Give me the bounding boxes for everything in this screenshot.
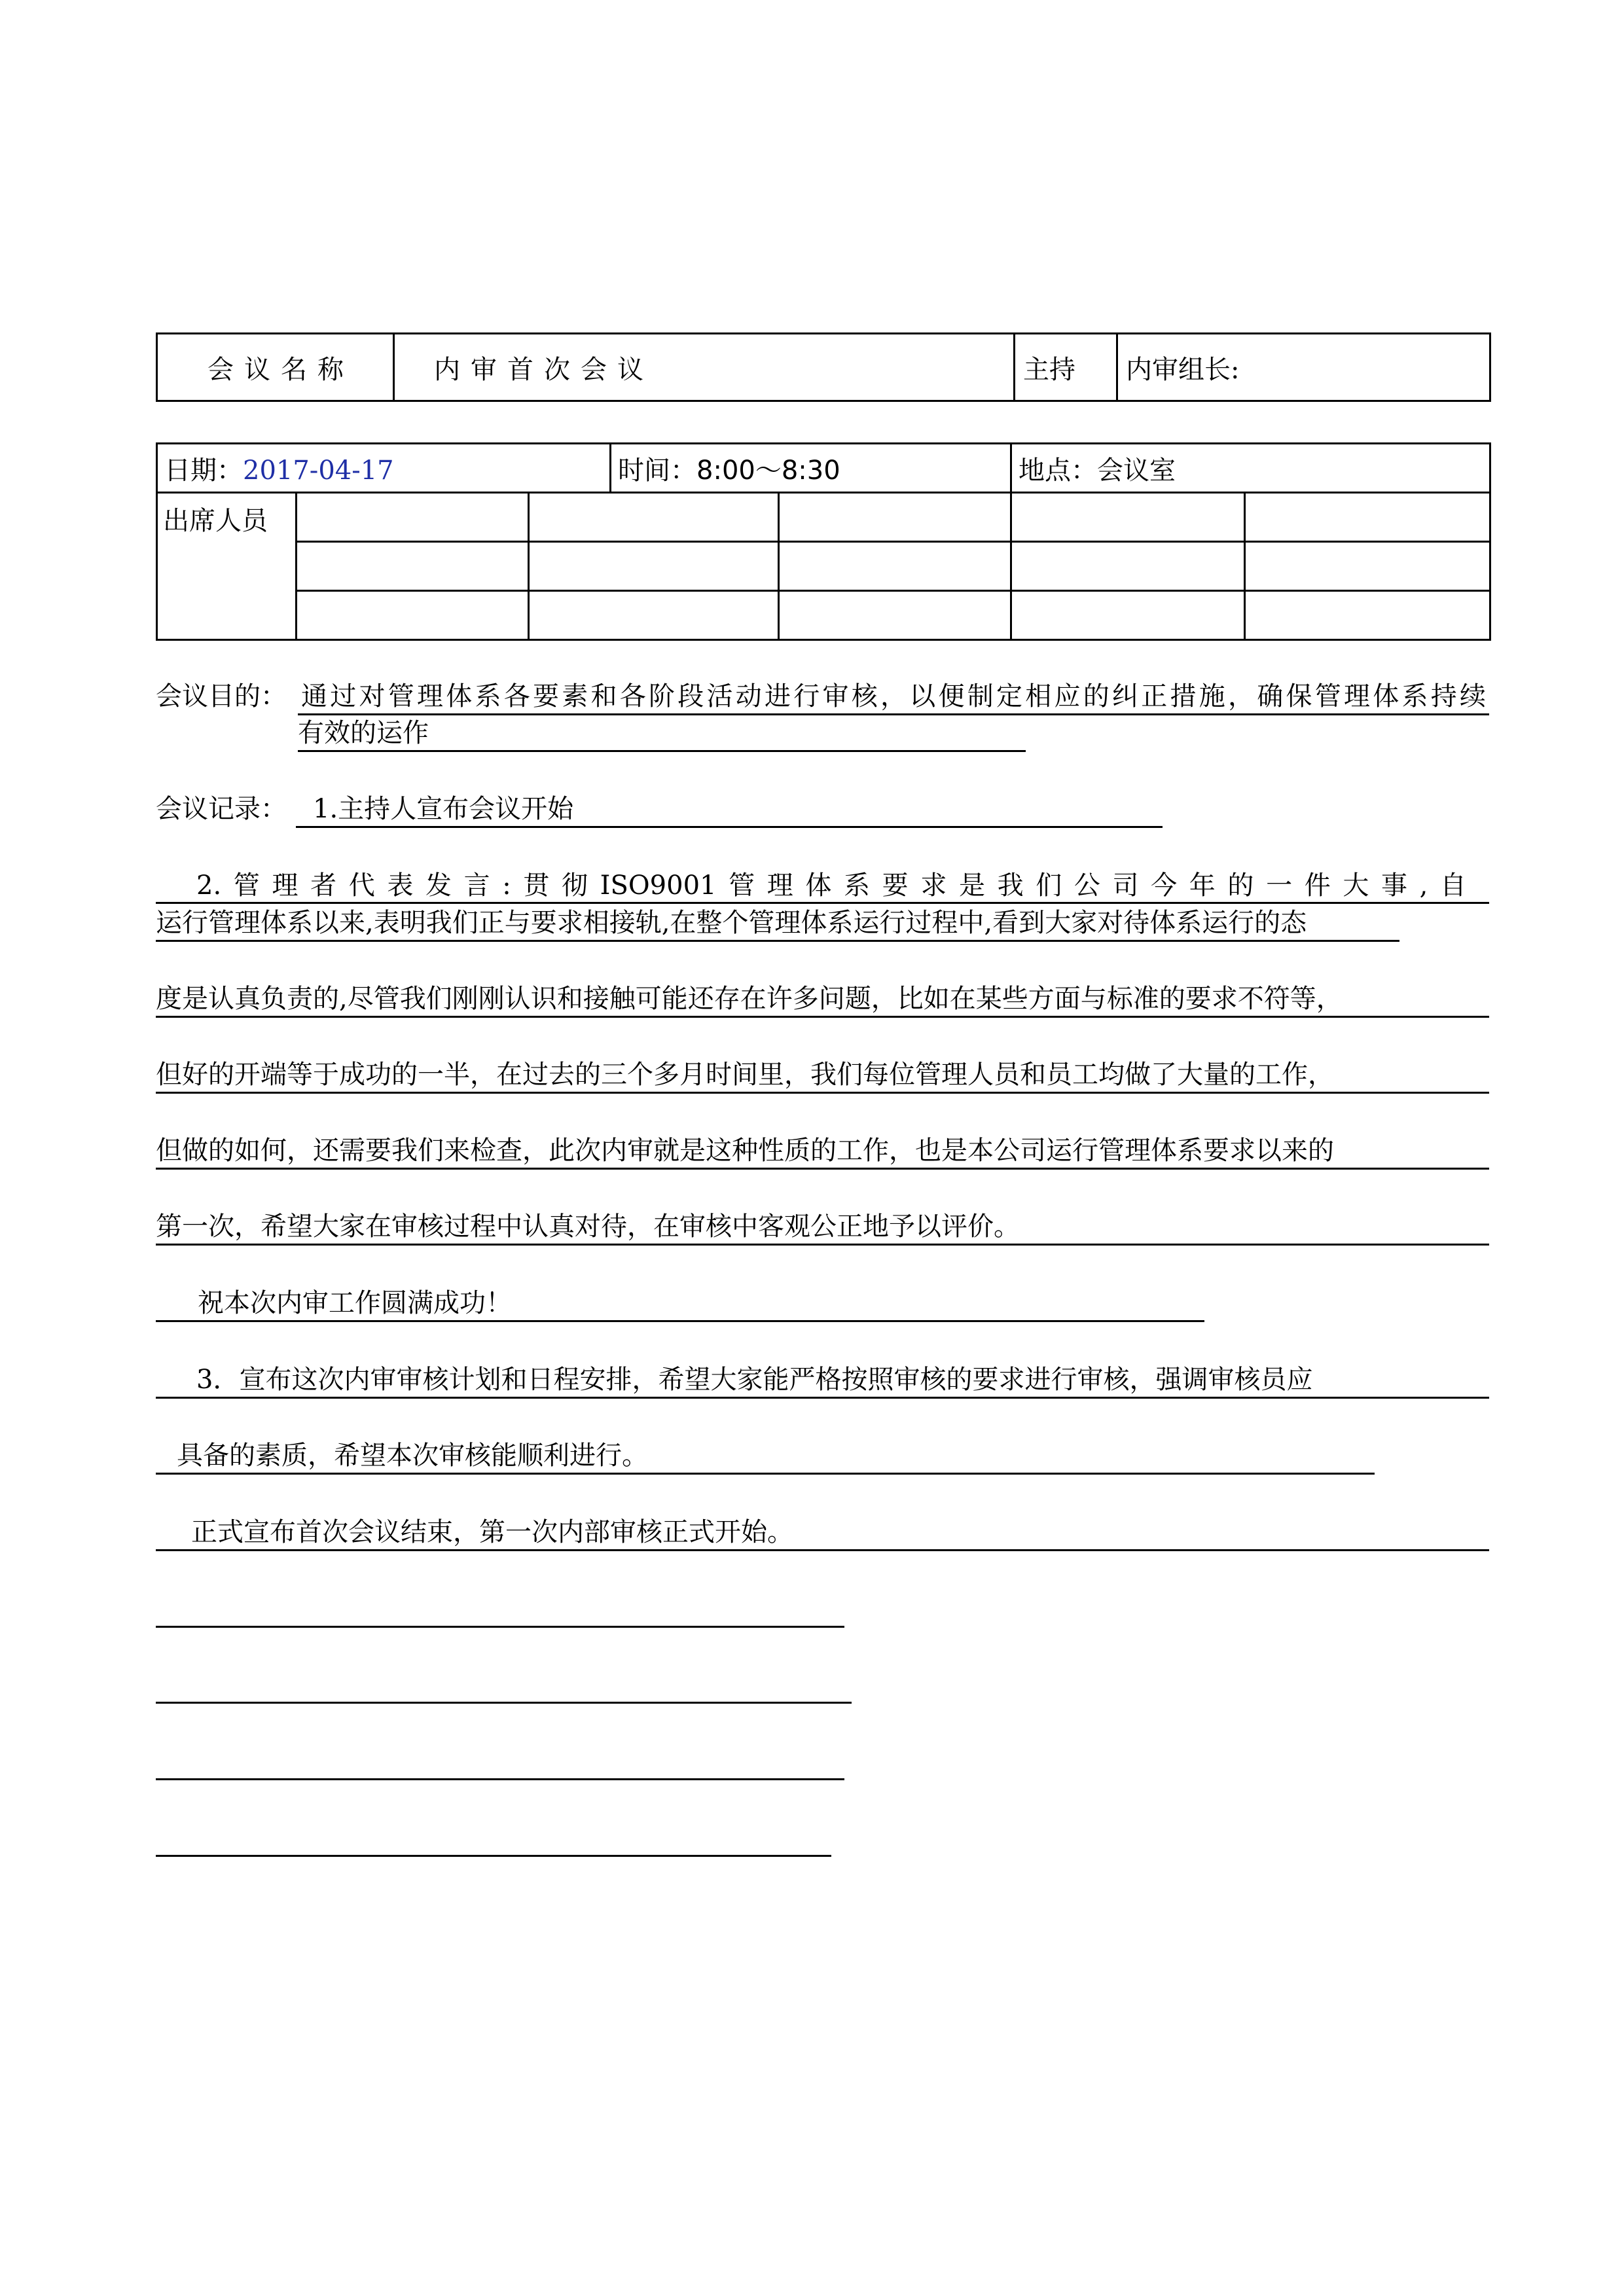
record-label: 会议记录：	[156, 794, 287, 824]
record-underline-1	[296, 826, 1163, 828]
attendee-cell[interactable]	[779, 591, 1011, 640]
purpose-line-1: 通过对管理体系各要素和各阶段活动进行审核，以便制定相应的纠正措施，确保管理体系持续	[301, 681, 1486, 711]
meeting-header-table	[156, 332, 1491, 402]
blank-line[interactable]	[156, 1702, 852, 1704]
place-cell	[1011, 444, 1490, 493]
purpose-label: 会议目的：	[156, 681, 287, 711]
host-value: 内审组长:	[1126, 354, 1240, 385]
meeting-name-value-cell	[394, 334, 1015, 401]
attendee-cell[interactable]	[1245, 591, 1490, 640]
attendee-cell[interactable]	[1011, 493, 1245, 542]
attendee-cell[interactable]	[529, 591, 779, 640]
record-item-2-line-3: 度是认真负责的,尽管我们刚刚认识和接触可能还存在许多问题，比如在某些方面与标准的要求不符等，	[156, 984, 1343, 1014]
date-label: 日期：	[164, 455, 243, 486]
record-item-1: 1.主持人宣布会议开始	[313, 794, 574, 824]
record-closing: 正式宣布首次会议结束，第一次内部审核正式开始。	[191, 1517, 793, 1547]
record-underline-10	[156, 1473, 1375, 1475]
record-item-2-line-2: 运行管理体系以来,表明我们正与要求相接轨,在整个管理体系运行过程中,看到大家对待体系运行的态	[156, 908, 1307, 938]
record-underline-8	[156, 1320, 1204, 1322]
blank-line[interactable]	[156, 1855, 831, 1857]
record-item-2-line-1: 2.管理者代表发言:贯彻ISO9001管理体系要求是我们公司今年的一件大事,自	[196, 870, 1466, 901]
record-underline-6	[156, 1168, 1489, 1170]
attendee-cell[interactable]	[297, 493, 529, 542]
attendee-cell[interactable]	[1245, 542, 1490, 591]
meeting-name-value: 内审首次会议	[434, 354, 654, 385]
record-underline-5	[156, 1092, 1489, 1094]
record-wish: 祝本次内审工作圆满成功！	[198, 1288, 512, 1318]
record-item-2-line-4: 但好的开端等于成功的一半，在过去的三个多月时间里，我们每位管理人员和员工均做了大量的工作，	[156, 1060, 1334, 1090]
purpose-underline-2	[298, 750, 1026, 752]
blank-line[interactable]	[156, 1778, 844, 1780]
record-underline-3	[156, 940, 1399, 942]
attendee-cell[interactable]	[297, 591, 529, 640]
place-value: 会议室	[1097, 455, 1176, 486]
attendees-label: 出席人员	[163, 506, 268, 536]
record-underline-2	[156, 902, 1489, 904]
meeting-name-label-cell	[157, 334, 394, 401]
attendee-cell[interactable]	[779, 493, 1011, 542]
attendee-cell[interactable]	[1011, 591, 1245, 640]
record-underline-4	[156, 1016, 1489, 1018]
purpose-underline-1	[298, 713, 1489, 715]
record-underline-7	[156, 1244, 1489, 1246]
attendee-cell[interactable]	[529, 542, 779, 591]
place-label: 地点：	[1019, 455, 1098, 486]
host-label-cell	[1015, 334, 1117, 401]
record-item-2-line-6: 第一次，希望大家在审核过程中认真对待，在审核中客观公正地予以评价。	[156, 1211, 1020, 1242]
date-cell	[157, 444, 611, 493]
record-item-2-line-5: 但做的如何，还需要我们来检查，此次内审就是这种性质的工作，也是本公司运行管理体系要求以来的	[156, 1136, 1334, 1166]
record-item-3-line-1: 3．宣布这次内审审核计划和日程安排，希望大家能严格按照审核的要求进行审核，强调审核员应	[196, 1365, 1313, 1395]
attendees-label-cell	[157, 493, 297, 640]
host-value-cell	[1117, 334, 1490, 401]
record-underline-9	[156, 1397, 1489, 1399]
record-underline-11	[156, 1549, 1489, 1551]
time-value: 8:00～8:30	[696, 455, 840, 486]
attendee-cell[interactable]	[1245, 493, 1490, 542]
attendee-cell[interactable]	[1011, 542, 1245, 591]
attendee-cell[interactable]	[529, 493, 779, 542]
host-label: 主持	[1023, 354, 1075, 385]
attendee-cell[interactable]	[779, 542, 1011, 591]
blank-line[interactable]	[156, 1626, 844, 1628]
time-label: 时间：	[618, 455, 697, 486]
meeting-info-table	[156, 442, 1491, 641]
record-item-3-line-2: 具备的素质，希望本次审核能顺利进行。	[177, 1441, 648, 1471]
meeting-name-label: 会议名称	[208, 354, 354, 385]
purpose-line-2: 有效的运作	[298, 718, 429, 748]
attendee-cell[interactable]	[297, 542, 529, 591]
date-value: 2017-04-17	[243, 455, 394, 486]
time-cell	[611, 444, 1011, 493]
